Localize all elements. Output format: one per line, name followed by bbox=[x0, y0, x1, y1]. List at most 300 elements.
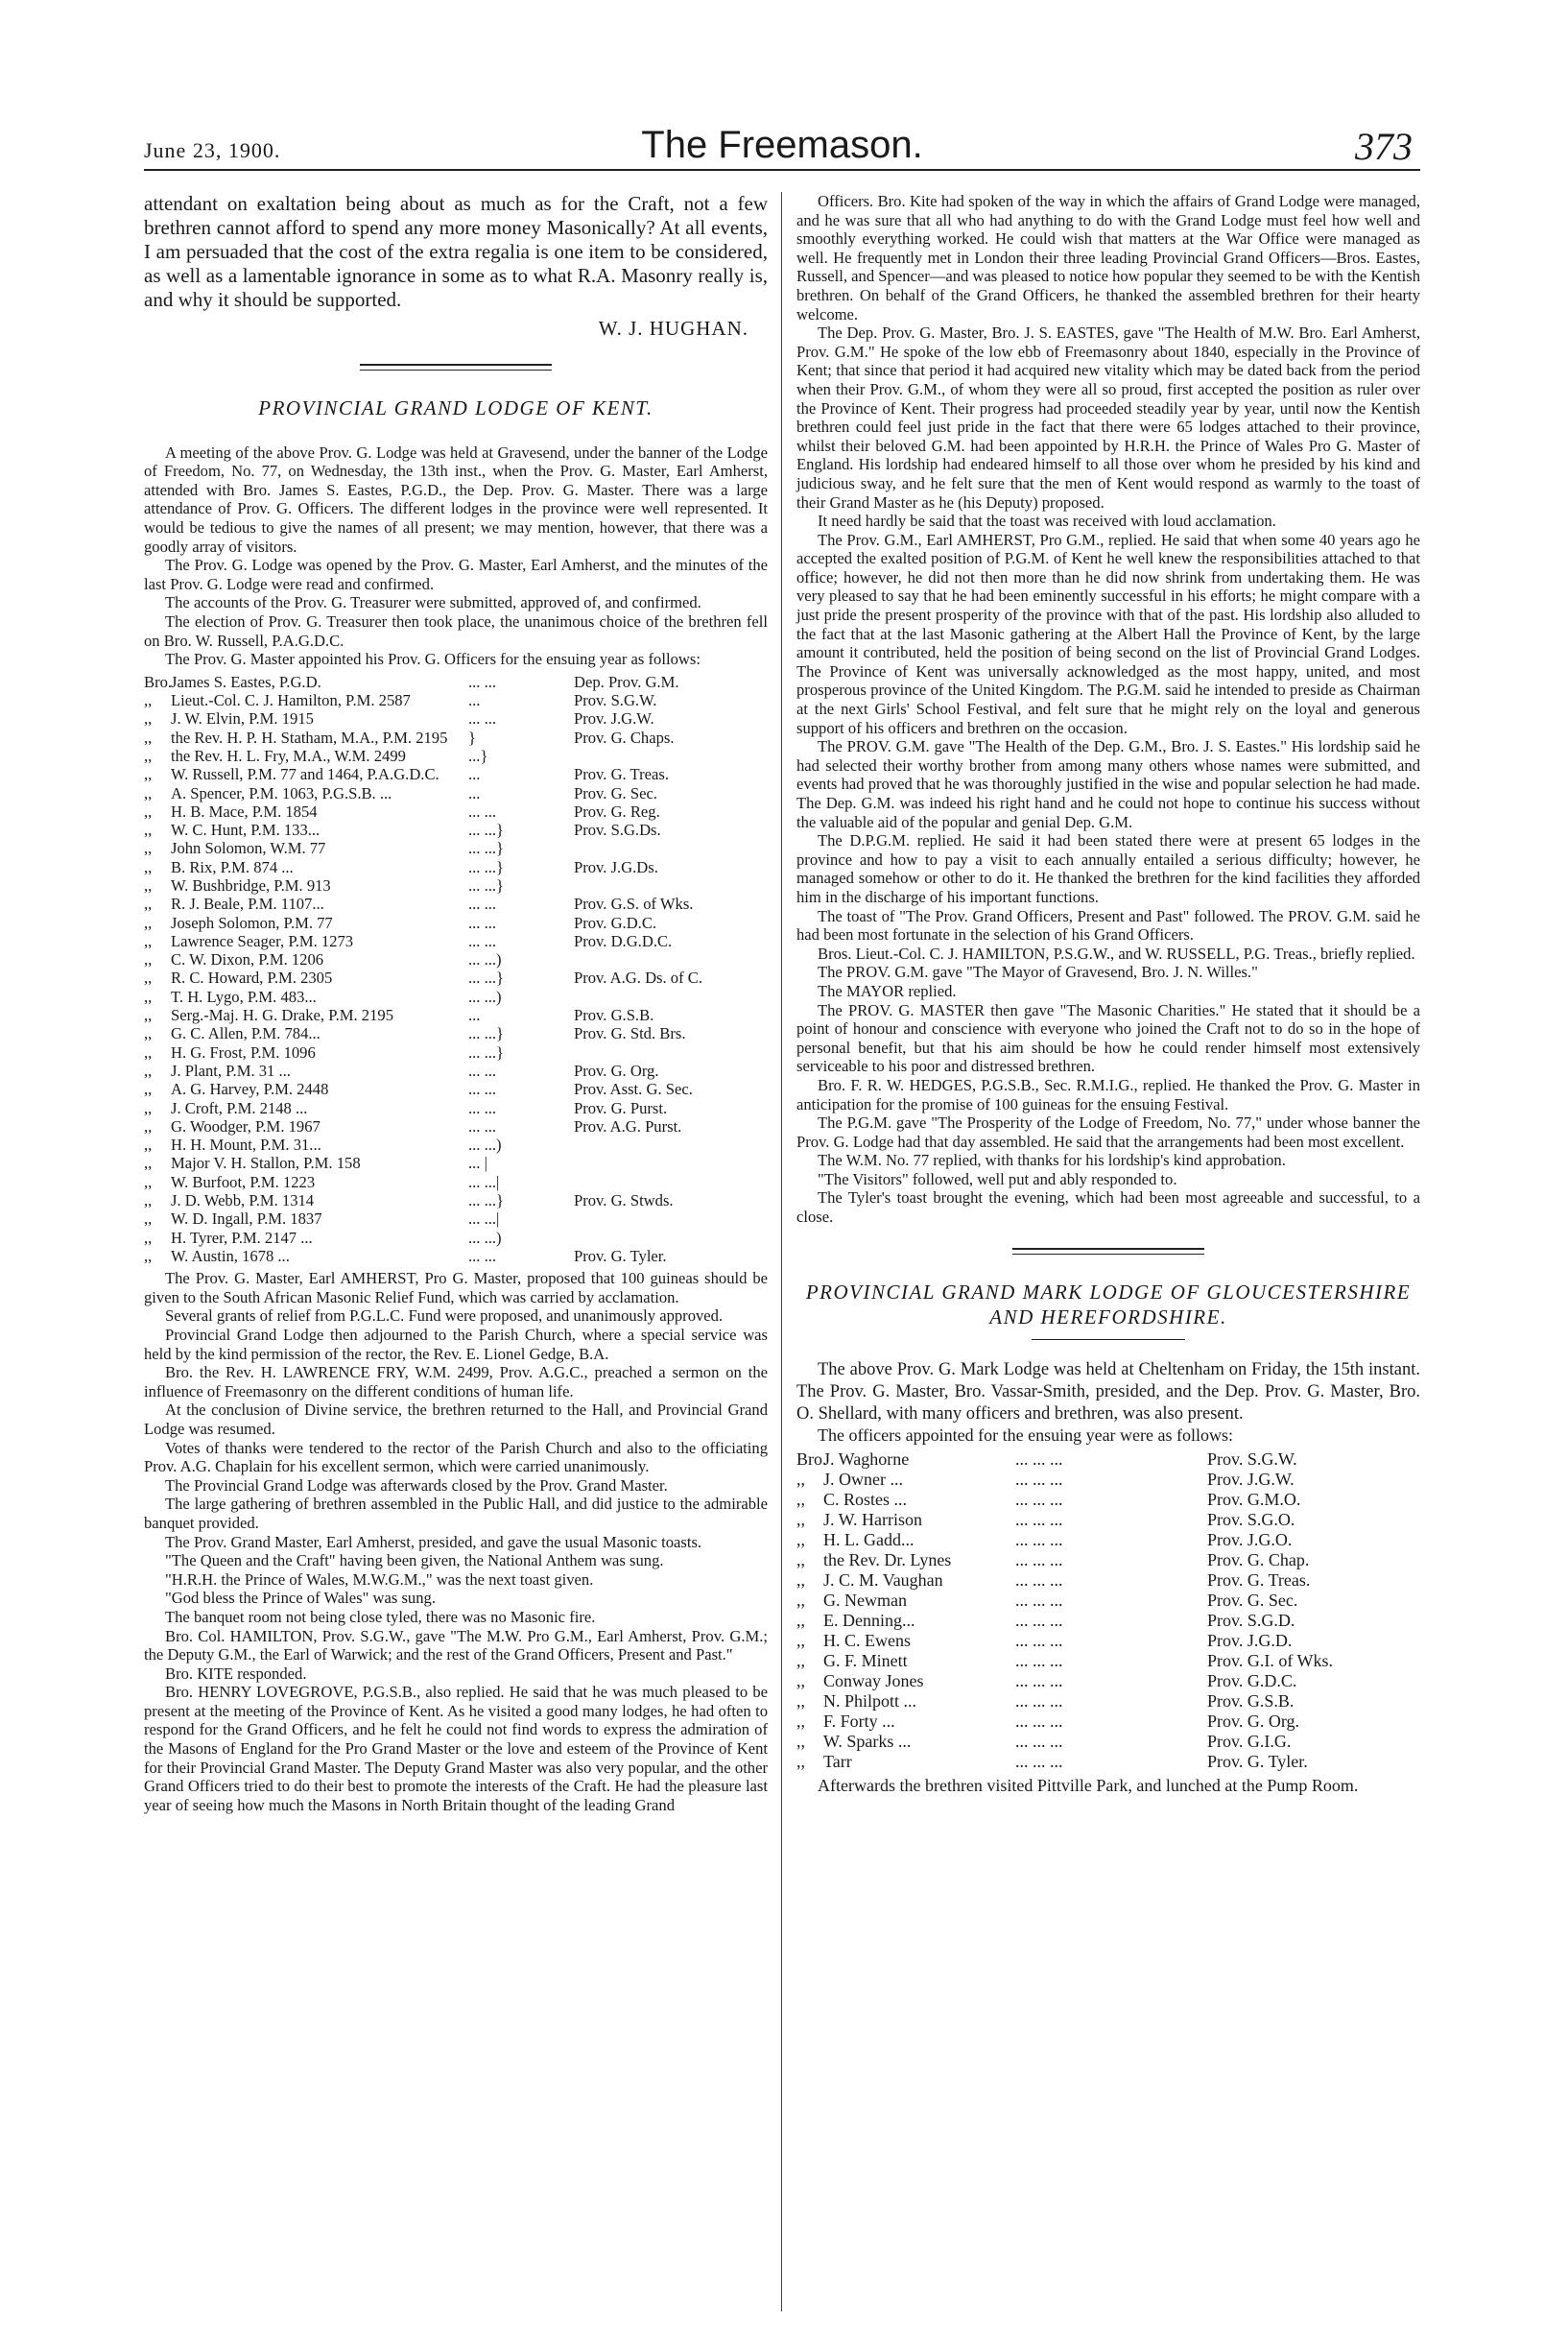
officer-office: Prov. G. Treas. bbox=[574, 765, 669, 784]
officer-office: Prov. G. Stwds. bbox=[574, 1191, 674, 1210]
officer-name: Lieut.-Col. C. J. Hamilton, P.M. 2587 bbox=[171, 691, 411, 710]
leader-dots: ... ... bbox=[468, 895, 497, 914]
officer-office: Prov. A.G. Ds. of C. bbox=[574, 969, 702, 988]
leader-dots: ... ...} bbox=[468, 969, 505, 988]
paragraph: Bro. KITE responded. bbox=[165, 1664, 307, 1683]
officer-name: Lawrence Seager, P.M. 1273 bbox=[171, 931, 354, 950]
officer-office: Prov. J.G.W. bbox=[574, 709, 654, 729]
officer-row bbox=[796, 1732, 1420, 1752]
officer-office: Prov. G. Treas. bbox=[1207, 1569, 1311, 1590]
officer-name: J. Owner ... bbox=[823, 1469, 903, 1489]
officer-name: J. W. Elvin, P.M. 1915 bbox=[171, 709, 314, 729]
officer-office: Prov. A.G. Purst. bbox=[574, 1116, 682, 1136]
kent-report-part-b bbox=[144, 1269, 768, 1814]
mark-officers-list bbox=[796, 1449, 1420, 1772]
officer-name: A. G. Harvey, P.M. 2448 bbox=[171, 1080, 329, 1099]
paragraph: At the conclusion of Divine service, the brethren returned to the Hall, and Provincial Grand Lodge was resumed. bbox=[144, 1400, 768, 1438]
officer-row bbox=[796, 1651, 1420, 1671]
officer-prefix: ,, bbox=[796, 1670, 805, 1690]
officer-prefix: ,, bbox=[144, 728, 153, 747]
officer-row bbox=[796, 1490, 1420, 1510]
officer-office: Prov. G.D.C. bbox=[1207, 1670, 1297, 1690]
officer-row bbox=[796, 1591, 1420, 1611]
leader-dots: ... ...} bbox=[468, 839, 505, 858]
officer-row bbox=[144, 1136, 768, 1154]
officer-name: Joseph Solomon, P.M. 77 bbox=[171, 913, 333, 932]
leader-dots: ... ... ... bbox=[1015, 1590, 1063, 1610]
officer-name: B. Rix, P.M. 874 ... bbox=[171, 857, 294, 876]
officer-row bbox=[144, 709, 768, 728]
officer-office: Prov. S.G.Ds. bbox=[574, 821, 661, 840]
officer-row bbox=[144, 950, 768, 969]
officer-name: John Solomon, W.M. 77 bbox=[171, 839, 326, 858]
paragraph: "God bless the Prince of Wales" was sung. bbox=[165, 1589, 436, 1608]
paragraph: Bro. F. R. W. HEDGES, P.G.S.B., Sec. R.M.I.G., replied. He thanked the Prov. G. Master in anticipation for the promise of 100 guineas for the ensuing Festival. bbox=[796, 1075, 1420, 1113]
officer-office bbox=[574, 876, 768, 895]
paragraph: Votes of thanks were tendered to the rector of the Parish Church and also to the officiating Prov. A.G. Chaplain for his excellent sermon, which were carried unanimously. bbox=[144, 1438, 768, 1476]
officer-name: J. Croft, P.M. 2148 ... bbox=[171, 1098, 308, 1117]
officer-name: H. H. Mount, P.M. 31... bbox=[171, 1136, 321, 1155]
officer-row bbox=[796, 1631, 1420, 1651]
officer-prefix: Bro. bbox=[796, 1448, 827, 1469]
leader-dots: ...} bbox=[468, 746, 488, 765]
officer-row bbox=[144, 1043, 768, 1062]
leader-dots: ... ... ... bbox=[1015, 1469, 1063, 1489]
paragraph: Several grants of relief from P.G.L.C. Fund were proposed, and unanimously approved. bbox=[165, 1306, 724, 1326]
officer-name: G. Newman bbox=[823, 1590, 907, 1610]
officer-office: Prov. G.M.O. bbox=[1207, 1489, 1301, 1509]
paragraph: The Prov. G. Master appointed his Prov. G. Officers for the ensuing year as follows: bbox=[165, 650, 701, 669]
officer-row bbox=[796, 1570, 1420, 1591]
leader-dots: ... ...) bbox=[468, 1136, 502, 1155]
officer-office bbox=[574, 1229, 768, 1247]
officer-prefix: ,, bbox=[144, 821, 153, 840]
leader-dots: ... ...} bbox=[468, 1191, 505, 1210]
officer-office bbox=[574, 1209, 768, 1228]
officer-name: the Rev. H. P. H. Statham, M.A., P.M. 2195 bbox=[171, 728, 448, 747]
officer-office: Prov. J.G.W. bbox=[1207, 1469, 1295, 1489]
paragraph: The MAYOR replied. bbox=[818, 981, 957, 1000]
intro-paragraph: attendant on exaltation being about as much as for the Craft, not a few brethren cannot afford to spend any more money Masonically? At all events, I am persuaded that the cost of the extra regalia is one item to be considered, as well as a lamentable ignorance in some as to what R.A. Masonry really is, and why it should be supported. bbox=[144, 192, 768, 311]
officer-name: James S. Eastes, P.G.D. bbox=[171, 672, 321, 691]
officer-office: Prov. G. Reg. bbox=[574, 802, 660, 821]
officer-row bbox=[144, 1173, 768, 1191]
paragraph: "The Visitors" followed, well put and ably responded to. bbox=[818, 1169, 1177, 1188]
officer-name: F. Forty ... bbox=[823, 1711, 895, 1731]
leader-dots: ... ... ... bbox=[1015, 1630, 1063, 1650]
officer-row bbox=[796, 1611, 1420, 1631]
leader-dots: ... ...| bbox=[468, 1209, 500, 1229]
leader-dots: ... bbox=[468, 1006, 481, 1025]
leader-dots: ... ...} bbox=[468, 1042, 505, 1062]
officer-office: Prov. G. Tyler. bbox=[574, 1246, 667, 1265]
officer-row bbox=[144, 914, 768, 932]
officer-office: Prov. G.D.C. bbox=[574, 913, 657, 932]
paragraph: The Prov. G. Master, Earl AMHERST, Pro G. Master, proposed that 100 guineas should be given to the South African Masonic Relief Fund, which was carried by acclamation. bbox=[144, 1269, 768, 1306]
paragraph: The large gathering of brethren assembled in the Public Hall, and did justice to the admirable banquet provided. bbox=[144, 1495, 768, 1532]
officer-row bbox=[144, 765, 768, 783]
leader-dots: ... ... ... bbox=[1015, 1569, 1063, 1590]
officer-office: Prov. S.G.D. bbox=[1207, 1610, 1295, 1630]
paragraph: "H.R.H. the Prince of Wales, M.W.G.M.," was the next toast given. bbox=[165, 1569, 594, 1589]
section-title-mark-lodge: PROVINCIAL GRAND MARK LODGE OF GLOUCESTERSHIRE AND HEREFORDSHIRE. bbox=[805, 1280, 1412, 1329]
leader-dots: ... ...| bbox=[468, 1172, 500, 1191]
officer-prefix: ,, bbox=[796, 1650, 805, 1670]
paragraph: The D.P.G.M. replied. He said it had been stated there were at present 65 lodges in the province and how to pay a visit to each annually entailed a serious difficulty; however, he managed somehow or other to do it. He thanked the brethren for the kind facilities they afforded him in the discharge of his important functions. bbox=[796, 831, 1420, 906]
officer-prefix: ,, bbox=[796, 1630, 805, 1650]
newspaper-page bbox=[144, 104, 1420, 2311]
right-column bbox=[796, 192, 1420, 1796]
paragraph: Provincial Grand Lodge then adjourned to the Parish Church, where a special service was held by the kind permission of the rector, the Rev. E. Lionel Gedge, B.A. bbox=[144, 1326, 768, 1363]
officer-prefix: ,, bbox=[144, 691, 153, 710]
leader-dots: ... ...} bbox=[468, 875, 505, 895]
officer-prefix: Bro. bbox=[144, 672, 173, 691]
section-divider bbox=[360, 364, 552, 371]
officer-office: Prov. G. Sec. bbox=[574, 783, 657, 802]
officer-office: Prov. G. Org. bbox=[1207, 1711, 1300, 1731]
masthead-title: The Freemason. bbox=[641, 124, 923, 166]
officer-office: Prov. G.I.G. bbox=[1207, 1731, 1292, 1751]
officer-row bbox=[144, 1117, 768, 1136]
officer-name: C. W. Dixon, P.M. 1206 bbox=[171, 950, 324, 970]
leader-dots: } bbox=[468, 728, 476, 747]
paragraph: A meeting of the above Prov. G. Lodge was held at Gravesend, under the banner of the Lodge of Freedom, No. 77, on Wednesday, the 13th inst., when the Prov. G. Master, Earl Amherst, attended with Bro. James S. Eastes, P.G.D., the Dep. Prov. G. Master. There was a large attendance of Prov. G. Officers. The different lodges in the province were well represented. It would be tedious to give the names of all present; we may mention, however, that there was a goodly array of visitors. bbox=[144, 443, 768, 556]
officer-name: H. Tyrer, P.M. 2147 ... bbox=[171, 1228, 313, 1247]
officer-prefix: ,, bbox=[796, 1690, 805, 1711]
issue-date: June 23, 1900. bbox=[144, 138, 281, 162]
paragraph: The PROV. G.M. gave "The Health of the Dep. G.M., Bro. J. S. Eastes." His lordship said he had selected their worthy brother from among many others whose names were submitted, and events had proved that he was thoroughly justified in the wise and popular selection he had made. The Dep. G.M. was indeed his right hand and he could not hope to continue his success without the valuable aid of the popular and genial Dep. G.M. bbox=[796, 737, 1420, 831]
officer-prefix: ,, bbox=[144, 1006, 153, 1025]
leader-dots: ... bbox=[468, 765, 481, 784]
officer-prefix: ,, bbox=[144, 1042, 153, 1062]
leader-dots: ... ... ... bbox=[1015, 1529, 1063, 1549]
officer-prefix: ,, bbox=[144, 839, 153, 858]
officer-office bbox=[574, 1136, 768, 1154]
paragraph: Bros. Lieut.-Col. C. J. HAMILTON, P.S.G.W., and W. RUSSELL, P.G. Treas., briefly replied. bbox=[818, 944, 1415, 963]
officer-row bbox=[144, 1191, 768, 1209]
paragraph: The Tyler's toast brought the evening, which had been most agreeable and successful, to a close. bbox=[796, 1188, 1420, 1227]
officer-row bbox=[144, 969, 768, 987]
officer-name: W. Burfoot, P.M. 1223 bbox=[171, 1172, 316, 1191]
officer-prefix: ,, bbox=[144, 895, 153, 914]
leader-dots: ... ...} bbox=[468, 857, 505, 876]
paragraph: The Prov. G.M., Earl AMHERST, Pro G.M., replied. He said that when some 40 years ago he accepted the exalted position of P.G.M. of Kent he well knew the responsibilities attached to that office; however, he did not then more than he did now shrink from undertaking them. He was very pleased to say that he had been eminently successful in his efforts; he might compare with a just pride the present prosperity of the province with that of the past. His lordship also alluded to the fact that at the last Masonic gathering at the Albert Hall the Province of Kent, by the large amount it contributed, held the position of being second on the list of Provincial Grand Lodges. The Province of Kent was universally acknowledged as the most happy, united, and most prosperous province of the United Kingdom. The P.G.M. said he intended to preside as Chairman at the next Girls' School Festival, and felt sure that he might rely on the loyal and generous support of his officers and brethren on the occasion. bbox=[796, 530, 1420, 737]
officer-prefix: ,, bbox=[796, 1751, 805, 1771]
officer-office bbox=[574, 1043, 768, 1062]
officer-name: W. D. Ingall, P.M. 1837 bbox=[171, 1209, 322, 1229]
mark-lodge-closing: Afterwards the brethren visited Pittville Park, and lunched at the Pump Room. bbox=[818, 1775, 1359, 1795]
article-columns bbox=[144, 192, 1420, 2311]
paragraph: The toast of "The Prov. Grand Officers, Present and Past" followed. The PROV. G.M. said he had been most fortunate in the selection of his Grand Officers. bbox=[796, 906, 1420, 945]
paragraph: The Prov. G. Lodge was opened by the Prov. G. Master, Earl Amherst, and the minutes of the last Prov. G. Lodge were read and confirmed. bbox=[144, 556, 768, 593]
officer-row bbox=[144, 895, 768, 913]
officer-name: W. C. Hunt, P.M. 133... bbox=[171, 821, 321, 840]
leader-dots: ... | bbox=[468, 1154, 487, 1173]
officer-name: H. B. Mace, P.M. 1854 bbox=[171, 802, 318, 821]
paragraph: The accounts of the Prov. G. Treasurer were submitted, approved of, and confirmed. bbox=[165, 593, 701, 612]
officer-prefix: ,, bbox=[796, 1711, 805, 1731]
paragraph: The Provincial Grand Lodge was afterwards closed by the Prov. Grand Master. bbox=[165, 1475, 668, 1495]
section-title-kent: PROVINCIAL GRAND LODGE OF KENT. bbox=[258, 395, 653, 419]
officer-prefix: ,, bbox=[144, 931, 153, 950]
leader-dots: ... ...) bbox=[468, 950, 502, 970]
officer-office: Prov. S.G.W. bbox=[574, 691, 657, 710]
officer-row bbox=[796, 1550, 1420, 1570]
signature: W. J. HUGHAN. bbox=[598, 317, 748, 340]
officer-row bbox=[144, 1154, 768, 1172]
officer-prefix: ,, bbox=[796, 1549, 805, 1569]
leader-dots: ... ... bbox=[468, 802, 497, 821]
officer-office: Prov. G. Org. bbox=[574, 1061, 659, 1080]
leader-dots: ... ... bbox=[468, 931, 497, 950]
officer-row bbox=[144, 1209, 768, 1228]
officer-office bbox=[574, 988, 768, 1006]
leader-dots: ... ... ... bbox=[1015, 1509, 1063, 1529]
officer-office: Prov. G.I. of Wks. bbox=[1207, 1650, 1333, 1670]
officer-office: Prov. G. Purst. bbox=[574, 1098, 668, 1117]
officer-prefix: ,, bbox=[144, 1024, 153, 1043]
officer-row bbox=[144, 839, 768, 857]
officer-name: J. Plant, P.M. 31 ... bbox=[171, 1061, 291, 1080]
leader-dots: ... bbox=[468, 783, 481, 802]
kent-report-part-a bbox=[144, 443, 768, 669]
officer-name: G. F. Minett bbox=[823, 1650, 908, 1670]
officer-row bbox=[144, 691, 768, 709]
officer-row bbox=[144, 821, 768, 839]
officer-prefix: ,, bbox=[144, 1191, 153, 1210]
officer-name: Tarr bbox=[823, 1751, 852, 1771]
officer-row bbox=[144, 729, 768, 747]
title-underline bbox=[1032, 1339, 1185, 1340]
mark-lodge-intro: The above Prov. G. Mark Lodge was held at Cheltenham on Friday, the 15th instant. The Prov. G. Master, Bro. Vassar-Smith, presided, and the Dep. Prov. G. Master, Bro. O. Shellard, with many officers and brethren, was also present. bbox=[796, 1359, 1420, 1424]
officer-row bbox=[144, 802, 768, 821]
officer-name: G. Woodger, P.M. 1967 bbox=[171, 1116, 321, 1136]
officer-prefix: ,, bbox=[144, 1080, 153, 1099]
officer-prefix: ,, bbox=[144, 987, 153, 1006]
officer-row bbox=[144, 673, 768, 691]
officer-office: Prov. J.G.O. bbox=[1207, 1529, 1293, 1549]
officer-row bbox=[144, 988, 768, 1006]
paragraph: Bro. HENRY LOVEGROVE, P.G.S.B., also replied. He said that he was much pleased to be present at the meeting of the Province of Kent. As he visited a good many lodges, he had often to respond for the Grand Officers, and he felt he could not find words to express the admiration of the Masons of England for the Pro Grand Master or the love and esteem of the Province of Kent for their Provincial Grand Master. The Deputy Grand Master was also very popular, and the other Grand Officers tried to do their best to promote the interests of the Craft. He had the pleasure last year of seeing how much the Masons in North Britain thought of the leading Grand bbox=[144, 1683, 768, 1814]
officer-row bbox=[144, 1062, 768, 1080]
officer-name: W. Austin, 1678 ... bbox=[171, 1246, 290, 1265]
paragraph: Bro. Col. HAMILTON, Prov. S.G.W., gave "The M.W. Pro G.M., Earl Amherst, Prov. G.M.; the Deputy G.M., the Earl of Warwick; and the rest of the Grand Officers, Present and Past." bbox=[144, 1626, 768, 1664]
officer-office: Dep. Prov. G.M. bbox=[574, 672, 679, 691]
officer-name: T. H. Lygo, P.M. 483... bbox=[171, 987, 317, 1006]
paragraph: The banquet room not being close tyled, there was no Masonic fire. bbox=[165, 1607, 596, 1626]
leader-dots: ... ... bbox=[468, 672, 497, 691]
officer-row bbox=[144, 932, 768, 950]
officer-row bbox=[796, 1691, 1420, 1712]
officer-row bbox=[144, 1099, 768, 1117]
officer-name: A. Spencer, P.M. 1063, P.G.S.B. ... bbox=[171, 783, 392, 802]
officer-name: Major V. H. Stallon, P.M. 158 bbox=[171, 1154, 361, 1173]
left-column bbox=[144, 192, 768, 1814]
leader-dots: ... ... ... bbox=[1015, 1690, 1063, 1711]
leader-dots: ... ... ... bbox=[1015, 1650, 1063, 1670]
officer-row bbox=[796, 1671, 1420, 1691]
leader-dots: ... ... bbox=[468, 1098, 497, 1117]
officer-prefix: ,, bbox=[796, 1731, 805, 1751]
officer-name: J. W. Harrison bbox=[823, 1509, 922, 1529]
officer-office: Prov. S.G.W. bbox=[1207, 1448, 1297, 1469]
officer-row bbox=[144, 1024, 768, 1042]
officer-row bbox=[796, 1510, 1420, 1530]
officer-prefix: ,, bbox=[144, 1246, 153, 1265]
officer-prefix: ,, bbox=[144, 1154, 153, 1173]
officer-prefix: ,, bbox=[796, 1590, 805, 1610]
officer-row bbox=[796, 1752, 1420, 1772]
paragraph: The Dep. Prov. G. Master, Bro. J. S. EASTES, gave "The Health of M.W. Bro. Earl Amherst, Prov. G.M." He spoke of the low ebb of Freemasonry about 1840, especially in the Province of Kent; that since that period it had acquired new vitality which may be dated back from the period when their Prov. G.M., of whom they were all so proud, first accepted the position as ruler over the Province of Kent. Their progress had proceeded steadily year by year, until now the Kentish brethren could feel just pride in the fact that there were 65 lodges attached to their province, whilst their beloved G.M. had been appointed by H.R.H. the Prince of Wales Pro G. Master of England. His lordship had endeared himself to all those over whom he presided by his kind and judicious sway, and he felt sure that the men of Kent would respond as warmly to the toast of their Grand Master as he (his Deputy) proposed. bbox=[796, 323, 1420, 512]
officer-office: Prov. G.S.B. bbox=[1207, 1690, 1295, 1711]
officer-name: the Rev. H. L. Fry, M.A., W.M. 2499 bbox=[171, 746, 406, 765]
officer-row bbox=[144, 1006, 768, 1024]
officer-office: Prov. G. Sec. bbox=[1207, 1590, 1298, 1610]
officer-prefix: ,, bbox=[144, 1209, 153, 1229]
officer-name: J. Waghorne bbox=[823, 1448, 910, 1469]
officer-prefix: ,, bbox=[144, 950, 153, 970]
officer-row bbox=[144, 1229, 768, 1247]
paragraph: It need hardly be said that the toast was received with loud acclamation. bbox=[818, 512, 1276, 531]
section-divider bbox=[1012, 1248, 1204, 1255]
officer-prefix: ,, bbox=[144, 709, 153, 729]
officer-office bbox=[574, 747, 768, 765]
officer-prefix: ,, bbox=[144, 802, 153, 821]
leader-dots: ... ... ... bbox=[1015, 1549, 1063, 1569]
officer-name: J. C. M. Vaughan bbox=[823, 1569, 943, 1590]
kent-officers-list bbox=[144, 673, 768, 1266]
officer-prefix: ,, bbox=[796, 1509, 805, 1529]
leader-dots: ... ...} bbox=[468, 821, 505, 840]
leader-dots: ... ... ... bbox=[1015, 1489, 1063, 1509]
officer-office: Prov. G. Tyler. bbox=[1207, 1751, 1308, 1771]
leader-dots: ... ...) bbox=[468, 987, 502, 1006]
paragraph: The election of Prov. G. Treasurer then took place, the unanimous choice of the brethren fell on Bro. W. Russell, P.A.G.D.C. bbox=[144, 611, 768, 650]
officer-prefix: ,, bbox=[144, 783, 153, 802]
paragraph: The W.M. No. 77 replied, with thanks for his lordship's kind approbation. bbox=[818, 1151, 1286, 1170]
officer-name: Serg.-Maj. H. G. Drake, P.M. 2195 bbox=[171, 1006, 393, 1025]
leader-dots: ... ... ... bbox=[1015, 1731, 1063, 1751]
column-divider bbox=[781, 192, 782, 2311]
officer-row bbox=[144, 876, 768, 895]
paragraph: The PROV. G.M. gave "The Mayor of Gravesend, Bro. J. N. Willes." bbox=[818, 963, 1258, 982]
mark-officers-intro: The officers appointed for the ensuing year were as follows: bbox=[818, 1424, 1234, 1445]
leader-dots: ... ... ... bbox=[1015, 1711, 1063, 1731]
officer-row bbox=[796, 1449, 1420, 1470]
officer-name: H. L. Gadd... bbox=[823, 1529, 915, 1549]
officer-prefix: ,, bbox=[144, 875, 153, 895]
officer-prefix: ,, bbox=[144, 1098, 153, 1117]
leader-dots: ... ... bbox=[468, 1061, 497, 1080]
officer-row bbox=[144, 858, 768, 876]
officer-prefix: ,, bbox=[144, 1116, 153, 1136]
officer-name: J. D. Webb, P.M. 1314 bbox=[171, 1191, 315, 1210]
leader-dots: ... ... bbox=[468, 709, 497, 729]
page-header bbox=[144, 104, 1420, 171]
officer-prefix: ,, bbox=[796, 1610, 805, 1630]
officer-office: Prov. J.G.D. bbox=[1207, 1630, 1293, 1650]
officer-prefix: ,, bbox=[144, 969, 153, 988]
leader-dots: ... ... bbox=[468, 1116, 497, 1136]
leader-dots: ... bbox=[468, 691, 481, 710]
officer-office: Prov. G. Chaps. bbox=[574, 728, 675, 747]
officer-office bbox=[574, 1154, 768, 1172]
leader-dots: ... ... bbox=[468, 1246, 497, 1265]
officer-name: R. J. Beale, P.M. 1107... bbox=[171, 895, 324, 914]
officer-office: Prov. J.G.Ds. bbox=[574, 857, 658, 876]
officer-prefix: ,, bbox=[144, 1172, 153, 1191]
officer-office bbox=[574, 1173, 768, 1191]
paragraph: "The Queen and the Craft" having been given, the National Anthem was sung. bbox=[165, 1551, 664, 1570]
officer-name: G. C. Allen, P.M. 784... bbox=[171, 1024, 321, 1043]
leader-dots: ... ...) bbox=[468, 1228, 502, 1247]
officer-name: W. Bushbridge, P.M. 913 bbox=[171, 875, 331, 895]
leader-dots: ... ... ... bbox=[1015, 1670, 1063, 1690]
officer-prefix: ,, bbox=[144, 746, 153, 765]
officer-name: N. Philpott ... bbox=[823, 1690, 917, 1711]
officer-office: Prov. G. Chap. bbox=[1207, 1549, 1310, 1569]
officer-prefix: ,, bbox=[796, 1489, 805, 1509]
leader-dots: ... ... ... bbox=[1015, 1610, 1063, 1630]
officer-row bbox=[144, 747, 768, 765]
officer-name: H. C. Ewens bbox=[823, 1630, 911, 1650]
paragraph: Bro. the Rev. H. LAWRENCE FRY, W.M. 2499, Prov. A.G.C., preached a sermon on the influence of Freemasonry on the different conditions of human life. bbox=[144, 1363, 768, 1400]
paragraph: Officers. Bro. Kite had spoken of the way in which the affairs of Grand Lodge were managed, and he was sure that all who had anything to do with the Grand Lodge must feel how well and smoothly everything worked. He could wish that matters at the War Office were managed as well. He frequently met in London their three leading Provincial Grand Officers—Bros. Eastes, Russell, and Spencer—and was pleased to notice how popular they seemed to be with the Kentish brethren. On behalf of the Grand Officers, he thanked the assembled brethren for their hearty welcome. bbox=[796, 192, 1420, 323]
officer-office: Prov. G.S.B. bbox=[574, 1006, 654, 1025]
officer-prefix: ,, bbox=[144, 857, 153, 876]
leader-dots: ... ... ... bbox=[1015, 1448, 1063, 1469]
officer-prefix: ,, bbox=[144, 1061, 153, 1080]
officer-office bbox=[574, 950, 768, 969]
officer-name: Conway Jones bbox=[823, 1670, 924, 1690]
leader-dots: ... ...} bbox=[468, 1024, 505, 1043]
officer-prefix: ,, bbox=[144, 765, 153, 784]
officer-office: Prov. S.G.O. bbox=[1207, 1509, 1295, 1529]
officer-office: Prov. D.G.D.C. bbox=[574, 931, 673, 950]
officer-office: Prov. G. Std. Brs. bbox=[574, 1024, 686, 1043]
officer-prefix: ,, bbox=[796, 1569, 805, 1590]
officer-row bbox=[796, 1470, 1420, 1490]
officer-office bbox=[574, 839, 768, 857]
officer-name: E. Denning... bbox=[823, 1610, 915, 1630]
officer-name: the Rev. Dr. Lynes bbox=[823, 1549, 952, 1569]
officer-name: C. Rostes ... bbox=[823, 1489, 908, 1509]
leader-dots: ... ... ... bbox=[1015, 1751, 1063, 1771]
officer-name: W. Russell, P.M. 77 and 1464, P.A.G.D.C. bbox=[171, 765, 440, 784]
officer-prefix: ,, bbox=[796, 1529, 805, 1549]
page-number: 373 bbox=[1355, 125, 1413, 168]
officer-name: R. C. Howard, P.M. 2305 bbox=[171, 969, 333, 988]
officer-name: H. G. Frost, P.M. 1096 bbox=[171, 1042, 316, 1062]
officer-row bbox=[144, 784, 768, 802]
paragraph: The Prov. Grand Master, Earl Amherst, presided, and gave the usual Masonic toasts. bbox=[165, 1532, 702, 1551]
officer-row bbox=[796, 1712, 1420, 1732]
officer-office: Prov. Asst. G. Sec. bbox=[574, 1080, 693, 1099]
officer-row bbox=[144, 1080, 768, 1098]
officer-prefix: ,, bbox=[144, 913, 153, 932]
officer-prefix: ,, bbox=[144, 1136, 153, 1155]
paragraph: The PROV. G. MASTER then gave "The Masonic Charities." He stated that it should be a point of honour and conscience with everyone who joined the Craft not to do so in the hope of personal benefit, but that his aim should be how he could render himself most extensively serviceable to his poor and distressed brethren. bbox=[796, 1000, 1420, 1076]
officer-prefix: ,, bbox=[796, 1469, 805, 1489]
leader-dots: ... ... bbox=[468, 1080, 497, 1099]
officer-name: W. Sparks ... bbox=[823, 1731, 912, 1751]
officer-row bbox=[796, 1530, 1420, 1550]
leader-dots: ... ... bbox=[468, 913, 497, 932]
paragraph: The P.G.M. gave "The Prosperity of the Lodge of Freedom, No. 77," under whose banner the Prov. G. Lodge had that day assembled. He said that the arrangements had been most excellent. bbox=[796, 1113, 1420, 1151]
kent-report-continued bbox=[796, 192, 1420, 1227]
officer-row bbox=[144, 1247, 768, 1265]
officer-prefix: ,, bbox=[144, 1228, 153, 1247]
